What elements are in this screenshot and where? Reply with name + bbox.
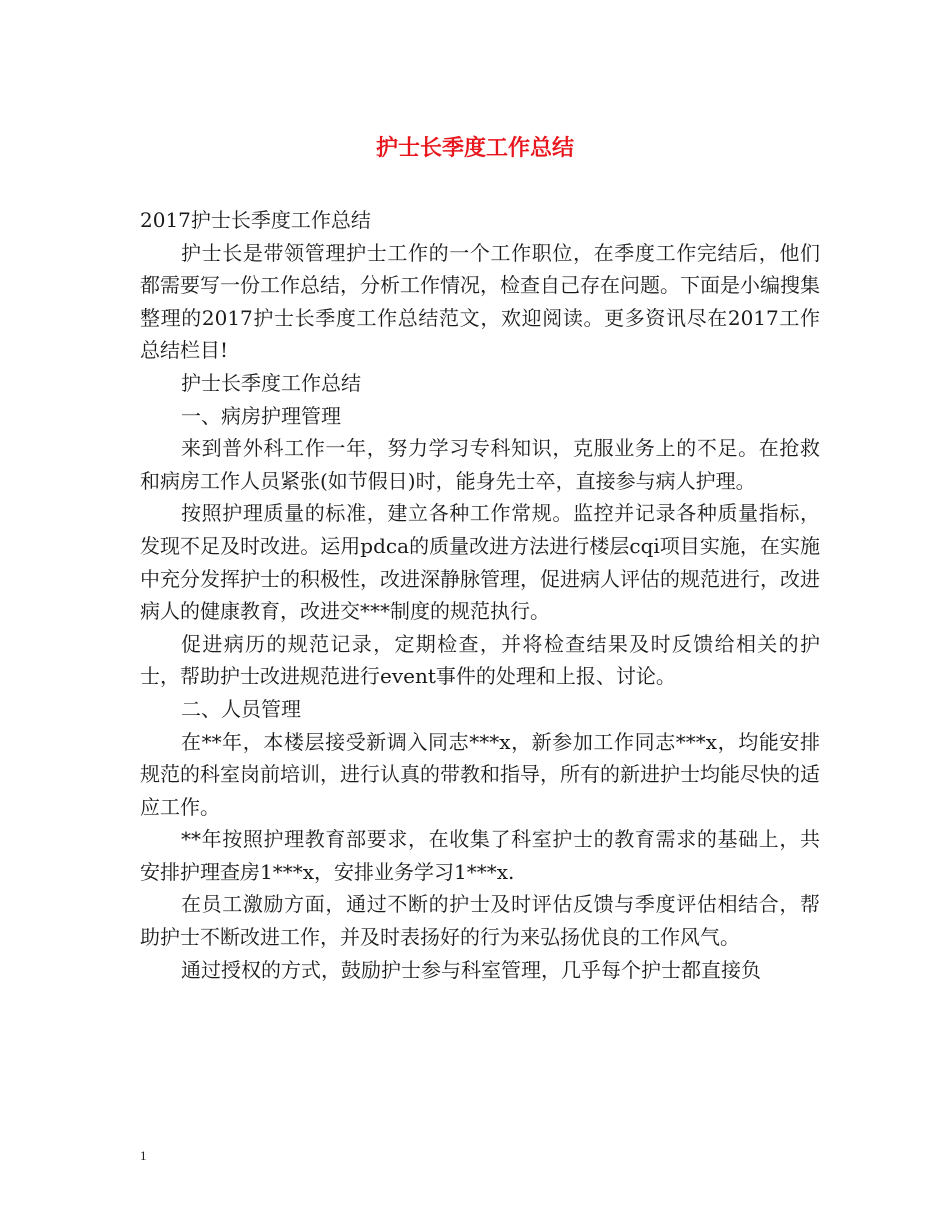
paragraph: 促进病历的规范记录，定期检查，并将检查结果及时反馈给相关的护士，帮助护士改进规范进行event事件的处理和上报、讨论。 xyxy=(140,631,820,689)
document-body xyxy=(140,204,820,986)
paragraph: 通过授权的方式，鼓励护士参与科室管理，几乎每个护士都直接负 xyxy=(181,957,761,982)
paragraph: 在**年，本楼层接受新调入同志***x，新参加工作同志***x，均能安排规范的科室岗前培训，进行认真的带教和指导，所有的新进护士均能尽快的适应工作。 xyxy=(140,729,820,819)
paragraph: 按照护理质量的标准，建立各种工作常规。监控并记录各种质量指标，发现不足及时改进。运用pdca的质量改进方法进行楼层cqi项目实施，在实施中充分发挥护士的积极性，改进深静脉管理，促进病人评估的规范进行，改进病人的健康教育，改进交***制度的规范执行。 xyxy=(140,501,820,624)
paragraph: 在员工激励方面，通过不断的护士及时评估反馈与季度评估相结合，帮助护士不断改进工作，并及时表扬好的行为来弘扬优良的工作风气。 xyxy=(140,892,820,950)
document-title: 护士长季度工作总结 xyxy=(375,135,574,161)
paragraph: 护士长是带领管理护士工作的一个工作职位，在季度工作完结后，他们都需要写一份工作总结，分析工作情况，检查自己存在问题。下面是小编搜集整理的2017护士长季度工作总结范文，欢迎阅读。更多资讯尽在2017工作总结栏目! xyxy=(140,240,820,363)
paragraph: 二、人员管理 xyxy=(181,696,301,721)
paragraph: 一、病房护理管理 xyxy=(181,403,341,428)
paragraph: 护士长季度工作总结 xyxy=(181,370,361,395)
paragraph: 2017护士长季度工作总结 xyxy=(140,208,371,232)
paragraph: 来到普外科工作一年，努力学习专科知识，克服业务上的不足。在抢救和病房工作人员紧张(如节假日)时，能身先士卒，直接参与病人护理。 xyxy=(140,436,820,493)
page-number: 1 xyxy=(140,1148,147,1163)
paragraph: **年按照护理教育部要求，在收集了科室护士的教育需求的基础上，共安排护理查房1***x，安排业务学习1***x. xyxy=(140,827,820,884)
